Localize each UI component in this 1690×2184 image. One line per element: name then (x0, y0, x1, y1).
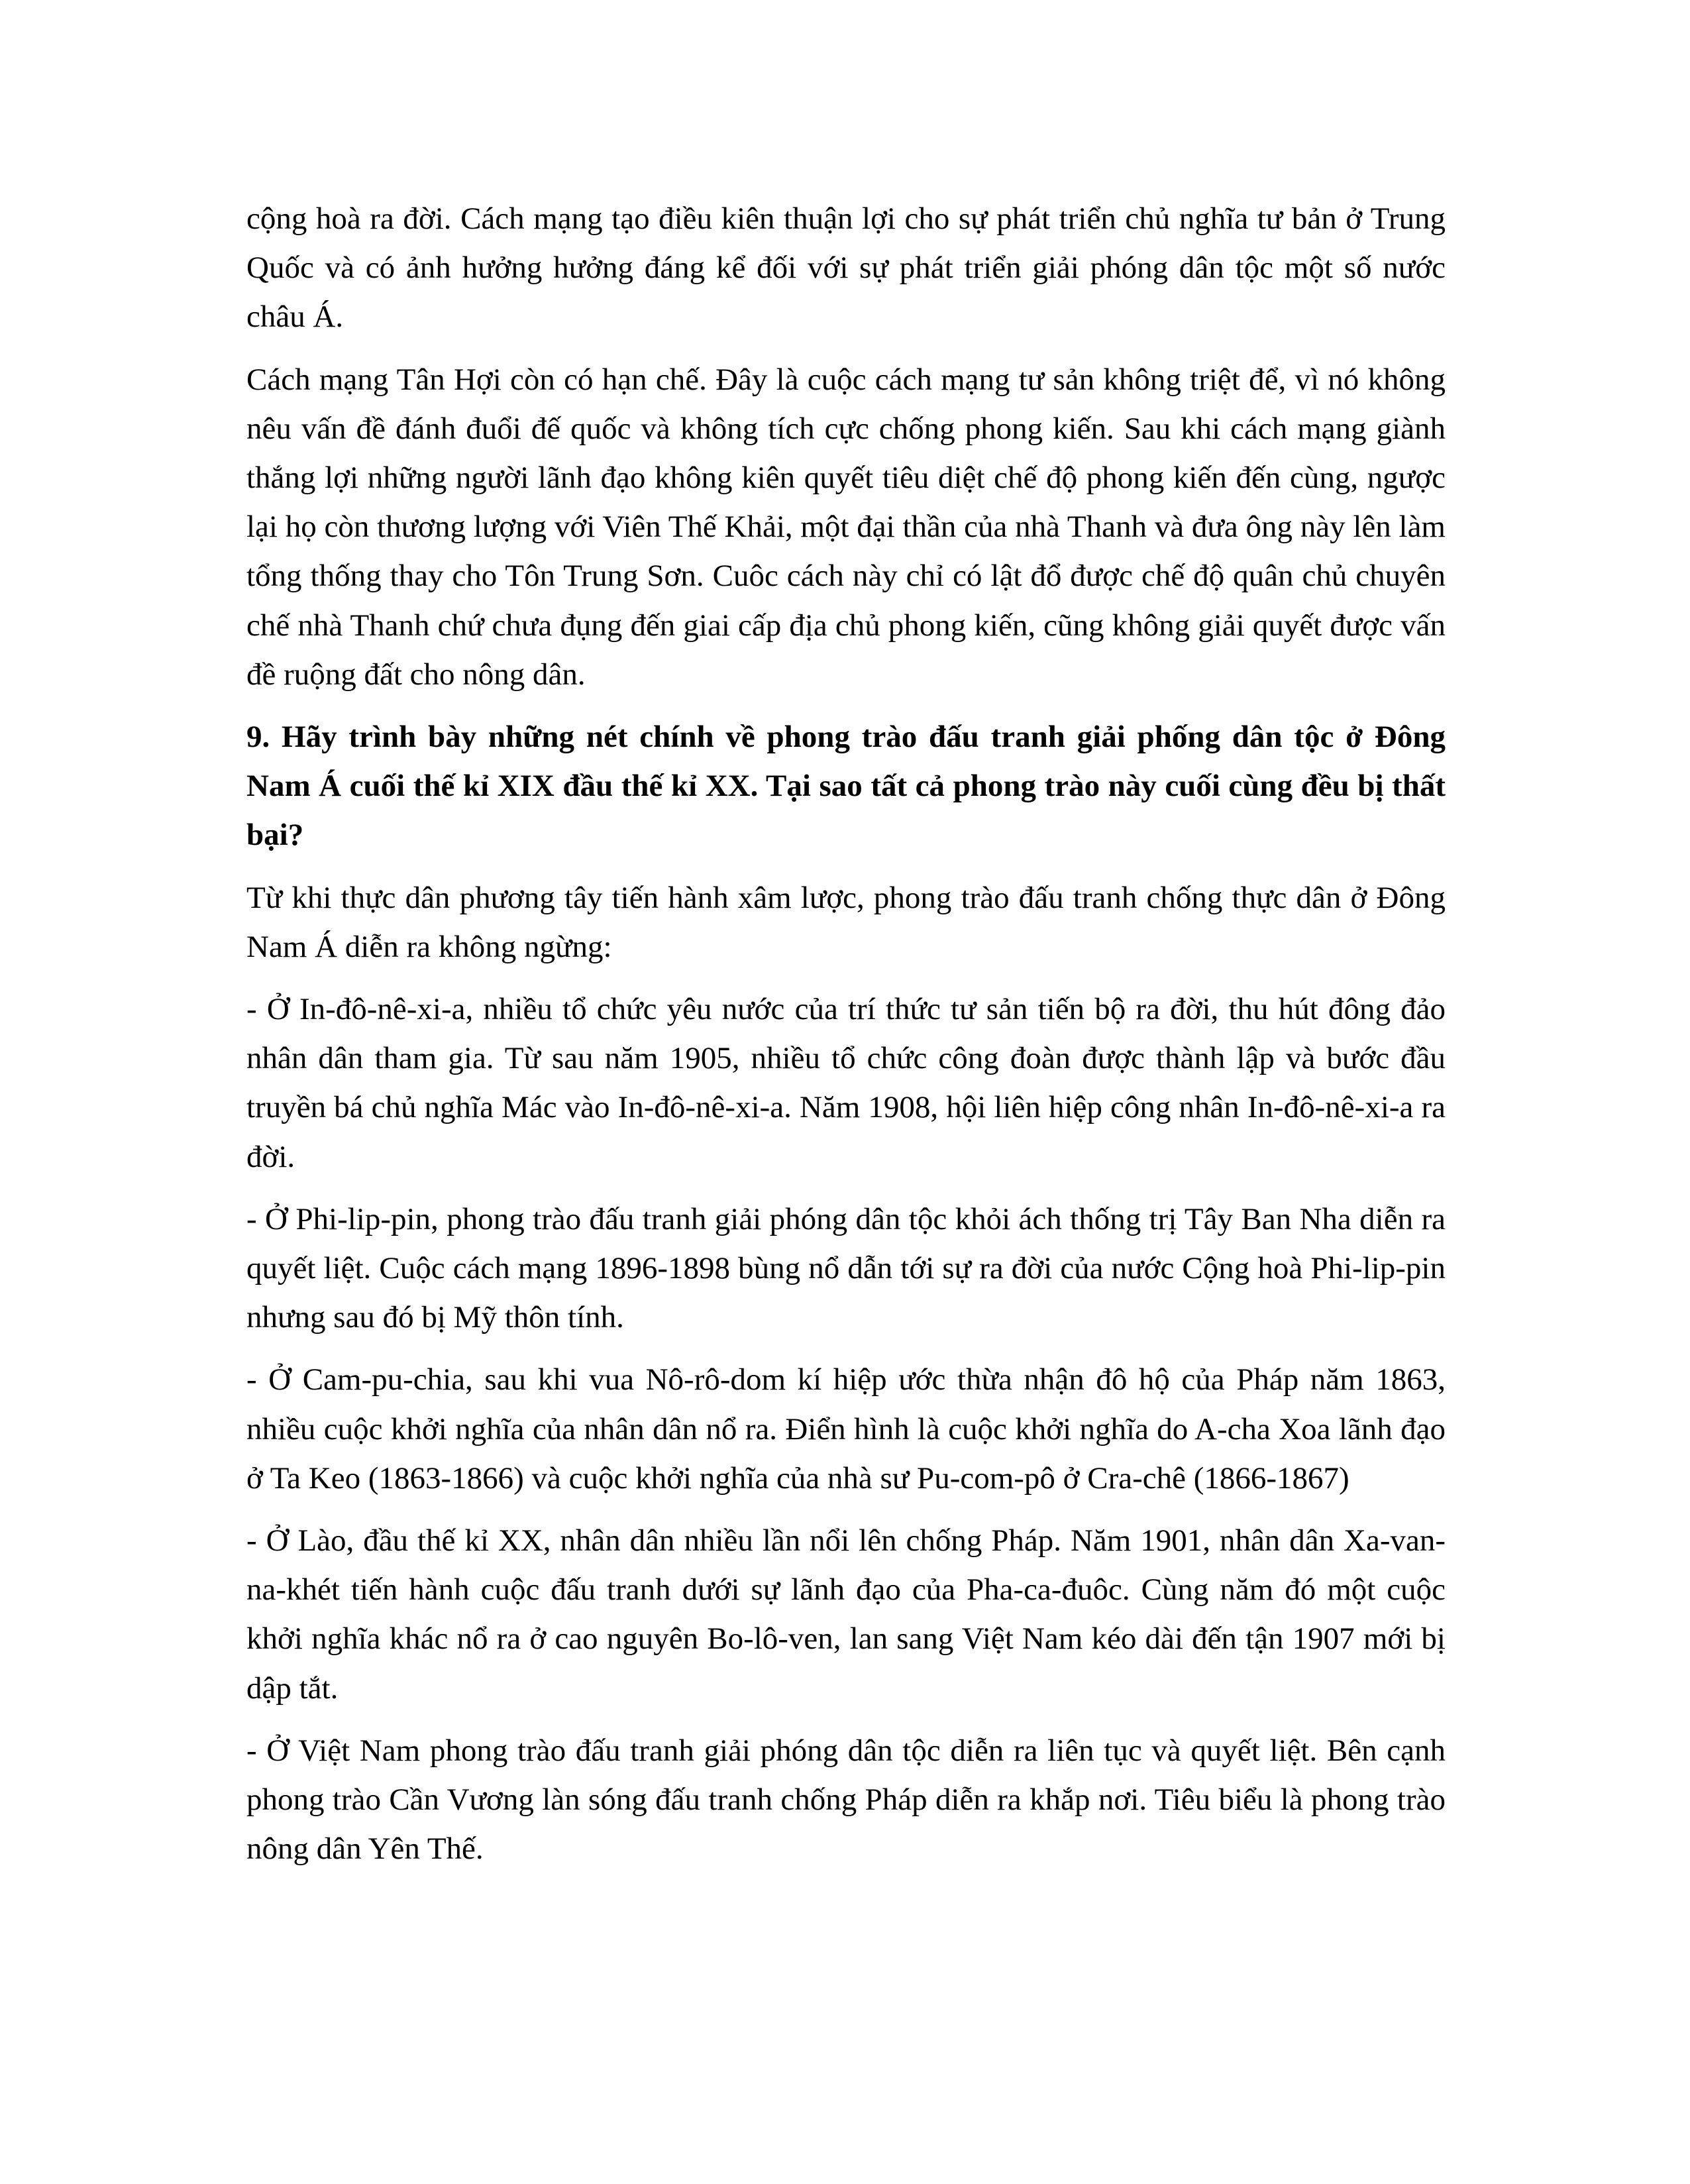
paragraph-philippines: - Ở Phi-lip-pin, phong trào đấu tranh giải phóng dân tộc khỏi ách thống trị Tây Ban Nha diễn ra quyết liệt. Cuộc cách mạng 1896-1898 bùng nổ dẫn tới sự ra đời của nước Cộng hoà Phi-lip-pin nhưng sau đó bị Mỹ thôn tính. (246, 1201, 1446, 1335)
page-content (246, 194, 1446, 1887)
paragraph-intro-southeast-asia: Từ khi thực dân phương tây tiến hành xâm lược, phong trào đấu tranh chống thực dân ở Đông Nam Á diễn ra không ngừng: (246, 880, 1446, 964)
paragraph-revolution-impact: cộng hoà ra đời. Cách mạng tạo điều kiên thuận lợi cho sự phát triển chủ nghĩa tư bản ở Trung Quốc và có ảnh hưởng hưởng đáng kể đối với sự phát triển giải phóng dân tộc một số nước châu Á. (246, 201, 1446, 335)
paragraph-cambodia: - Ở Cam-pu-chia, sau khi vua Nô-rô-dom kí hiệp ước thừa nhận đô hộ của Pháp năm 1863, nhiều cuộc khởi nghĩa của nhân dân nổ ra. Điển hình là cuộc khởi nghĩa do A-cha Xoa lãnh đạo ở Ta Keo (1863-1866) và cuộc khởi nghĩa của nhà sư Pu-com-pô ở Cra-chê (1866-1867) (246, 1362, 1446, 1496)
question-9-heading: 9. Hãy trình bày những nét chính về phong trào đấu tranh giải phống dân tộc ở Đông Nam Á cuối thế kỉ XIX đầu thế kỉ XX. Tại sao tất cả phong trào này cuối cùng đều bị thất bại? (246, 720, 1446, 853)
paragraph-laos: - Ở Lào, đầu thế kỉ XX, nhân dân nhiều lần nổi lên chống Pháp. Năm 1901, nhân dân Xa-van-na-khét tiến hành cuộc đấu tranh dưới sự lãnh đạo của Pha-ca-đuôc. Cùng năm đó một cuộc khởi nghĩa khác nổ ra ở cao nguyên Bo-lô-ven, lan sang Việt Nam kéo dài đến tận 1907 mới bị dập tắt. (246, 1523, 1446, 1706)
paragraph-tan-hoi-limitations: Cách mạng Tân Hợi còn có hạn chế. Đây là cuộc cách mạng tư sản không triệt để, vì nó không nêu vấn đề đánh đuổi đế quốc và không tích cực chống phong kiến. Sau khi cách mạng giành thắng lợi những người lãnh đạo không kiên quyết tiêu diệt chế độ phong kiến đến cùng, ngược lại họ còn thương lượng với Viên Thế Khải, một đại thần của nhà Thanh và đưa ông này lên làm tổng thống thay cho Tôn Trung Sơn. Cuôc cách này chỉ có lật đổ được chế độ quân chủ chuyên chế nhà Thanh chứ chưa đụng đến giai cấp địa chủ phong kiến, cũng không giải quyết được vấn đề ruộng đất cho nông dân. (246, 362, 1446, 692)
paragraph-vietnam: - Ở Việt Nam phong trào đấu tranh giải phóng dân tộc diễn ra liên tục và quyết liệt. Bên cạnh phong trào Cần Vương làn sóng đấu tranh chống Pháp diễn ra khắp nơi. Tiêu biểu là phong trào nông dân Yên Thế. (246, 1733, 1446, 1867)
paragraph-indonesia: - Ở In-đô-nê-xi-a, nhiều tổ chức yêu nước của trí thức tư sản tiến bộ ra đời, thu hút đông đảo nhân dân tham gia. Từ sau năm 1905, nhiều tổ chức công đoàn được thành lập và bước đầu truyền bá chủ nghĩa Mác vào In-đô-nê-xi-a. Năm 1908, hội liên hiệp công nhân In-đô-nê-xi-a ra đời. (246, 992, 1446, 1174)
